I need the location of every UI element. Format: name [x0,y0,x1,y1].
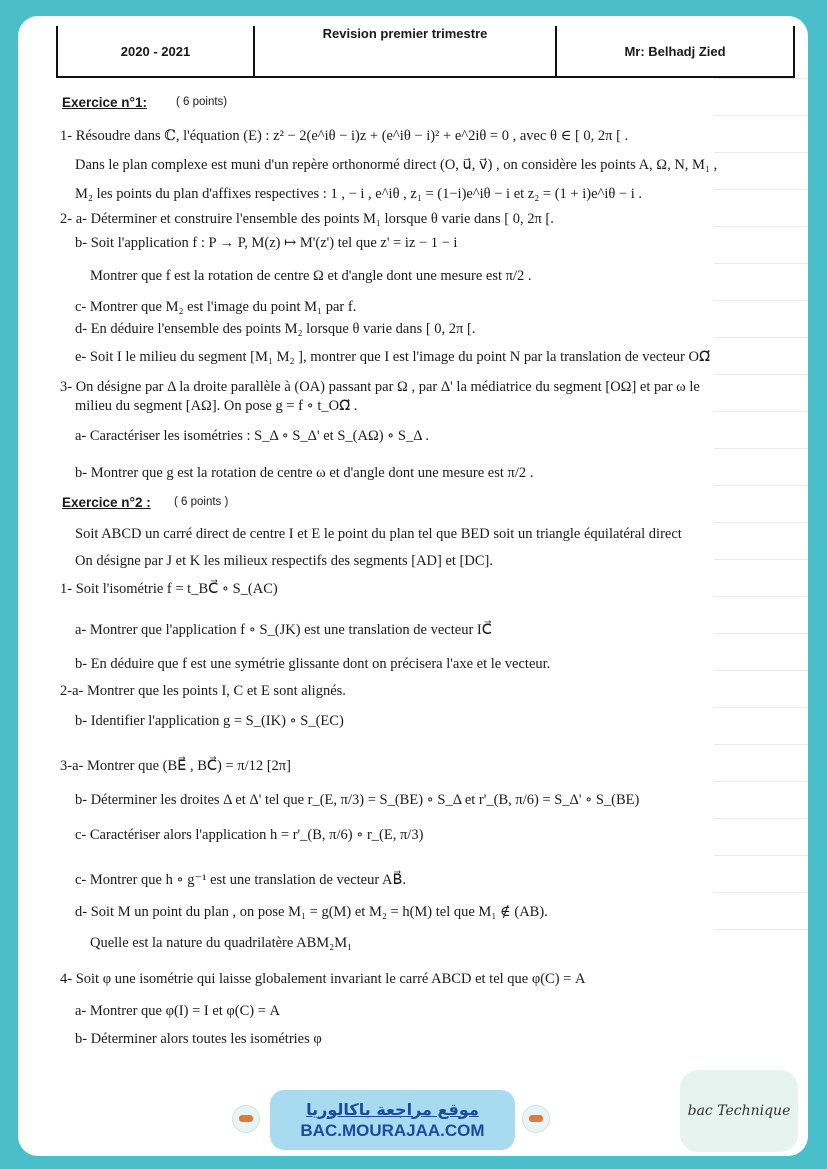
site-banner[interactable] [270,1090,515,1150]
ex1-line: e- Soit I le milieu du segment [M₁ M₂ ], montrer que I est l'image du point N par la translation de vecteur OΩ⃗ [75,349,711,365]
ex2-line: b- En déduire que f est une symétrie glissante dont on précisera l'axe et le vecteur. [75,656,551,672]
ex1-line: 2- a- Déterminer et construire l'ensemble des points M₁ lorsque θ varie dans [ 0, 2π [. [60,211,554,227]
teacher-name: Mr: Belhadj Zied [624,43,726,59]
ex2-line: c- Caractériser alors l'application h = r'_(B, π/6) ∘ r_(E, π/3) [75,827,424,843]
ex2-line: b- Déterminer les droites Δ et Δ' tel que r_(E, π/3) = S_(BE) ∘ S_Δ et r'_(B, π/6) = S_Δ' ∘ S_(BE) [75,792,640,808]
ex2-line: Quelle est la nature du quadrilatère ABM₂M₁ [90,935,353,951]
ex2-line: b- Identifier l'application g = S_(IK) ∘ S_(EC) [75,713,344,729]
bac-technique-stamp: bac Technique [680,1070,798,1152]
exam-title: Revision premier trimestre [255,26,557,76]
ex2-line: Soit ABCD un carré direct de centre I et E le point du plan tel que BED soit un triangle équilatéral direct [75,526,682,542]
ex1-line: b- Montrer que g est la rotation de centre ω et d'angle dont une mesure est π/2 . [75,465,534,481]
site-url[interactable]: BAC.MOURAJAA.COM [300,1120,485,1140]
exam-page [18,16,808,1156]
exercise-1-title: Exercice n°1: [62,95,147,110]
ex2-line: 1- Soit l'isométrie f = t_BC⃗ ∘ S_(AC) [60,581,278,597]
exercise-2-title: Exercice n°2 : [62,495,151,510]
ex2-line: On désigne par J et K les milieux respectifs des segments [AD] et [DC]. [75,553,493,569]
ex1-line: Dans le plan complexe est muni d'un repère orthonormé direct (O, u⃗, v⃗) , on considère les points A, Ω, N, M₁ , [75,157,718,173]
ex2-line: 2-a- Montrer que les points I, C et E sont alignés. [60,683,346,699]
ex1-line: 3- On désigne par Δ la droite parallèle à (OA) passant par Ω , par Δ' la médiatrice du segment [OΩ] et par ω le [60,379,700,395]
ex2-line: a- Montrer que φ(I) = I et φ(C) = A [75,1003,281,1019]
ex1-line: b- Soit l'application f : P → P, M(z) ↦ M'(z') tel que z' = iz − 1 − i [75,235,458,251]
site-name-arabic: موقع مراجعة باكالوريا [306,1099,479,1119]
ex2-line: 3-a- Montrer que (BE⃗ , BC⃗) = π/12 [2π] [60,758,291,774]
ex1-line: M₂ les points du plan d'affixes respectives : 1 , − i , e^iθ , z₁ = (1−i)e^iθ − i et z₂ = (1 + i)e^iθ − i . [75,186,643,202]
ex2-line: c- Montrer que h ∘ g⁻¹ est une translation de vecteur AB⃗. [75,872,407,888]
bleed-through-text [714,56,808,1056]
ex2-line: a- Montrer que l'application f ∘ S_(JK) est une translation de vecteur IC⃗ [75,622,492,638]
exercise-1-points: ( 6 points) [176,96,228,108]
ex1-line: 1- Résoudre dans ℂ, l'équation (E) : z² − 2(e^iθ − i)z + (e^iθ − i)² + e^2iθ = 0 , avec θ ∈ [ 0, 2π [ . [60,128,629,144]
site-logo-icon [232,1105,260,1133]
ex1-line: a- Caractériser les isométries : S_Δ ∘ S_Δ' et S_(AΩ) ∘ S_Δ . [75,428,429,444]
exercise-2-points: ( 6 points ) [174,496,229,508]
ex2-line: d- Soit M un point du plan , on pose M₁ = g(M) et M₂ = h(M) tel que M₁ ∉ (AB). [75,904,548,920]
ex2-line: b- Déterminer alors toutes les isométries φ [75,1031,322,1047]
ex1-line: c- Montrer que M₂ est l'image du point M₁ par f. [75,299,357,315]
site-logo-icon [522,1105,550,1133]
school-year: 2020 - 2021 [58,26,255,76]
ex1-line: milieu du segment [AΩ]. On pose g = f ∘ t_OΩ⃗ . [75,398,358,414]
exam-header [56,26,795,78]
ex1-line: d- En déduire l'ensemble des points M₂ lorsque θ varie dans [ 0, 2π [. [75,321,476,337]
ex2-line: 4- Soit φ une isométrie qui laisse globalement invariant le carré ABCD et tel que φ(C) = A [60,971,586,987]
ex1-line: Montrer que f est la rotation de centre Ω et d'angle dont une mesure est π/2 . [90,268,532,284]
